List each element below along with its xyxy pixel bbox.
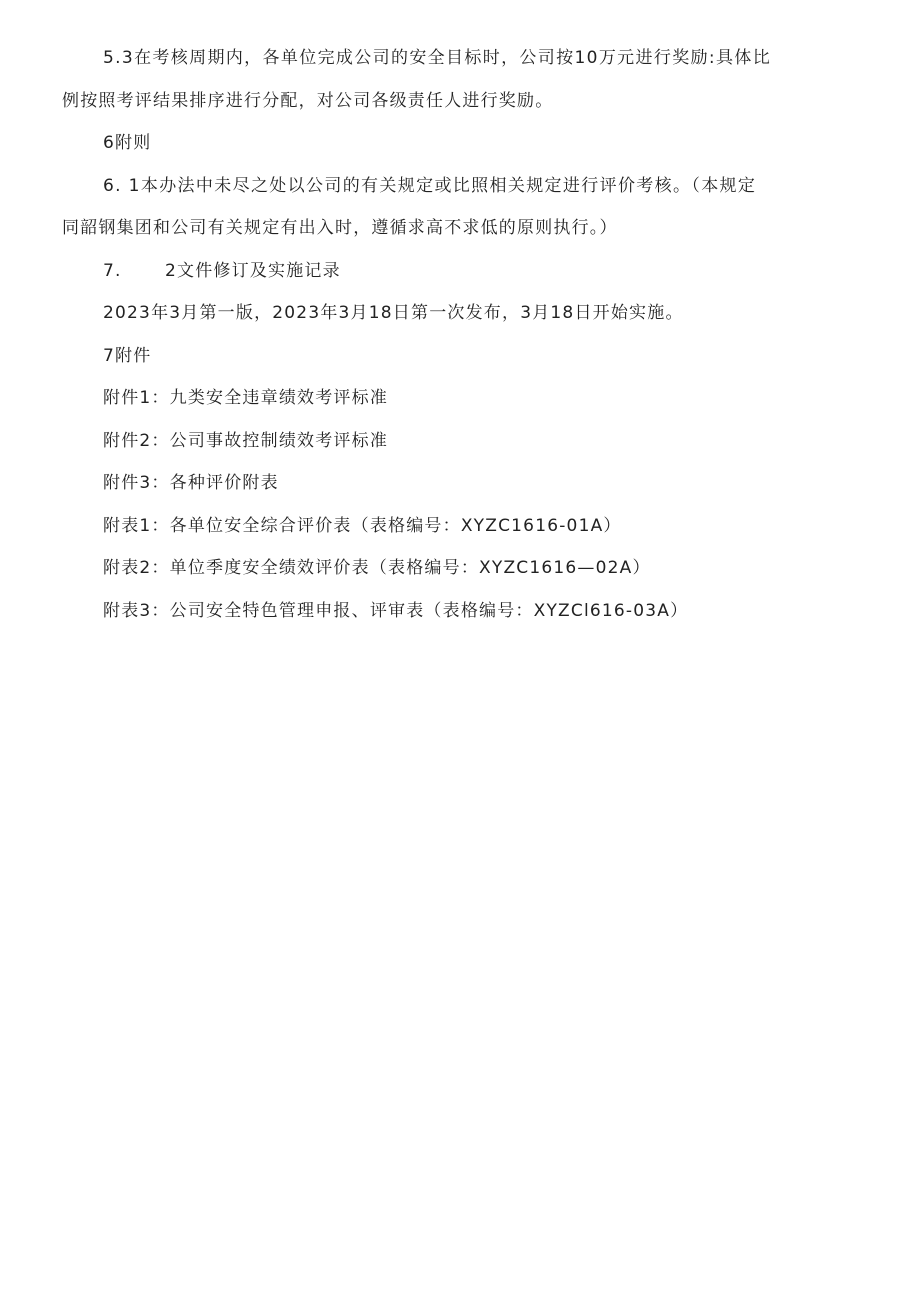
appendix-table-2: 附表2：单位季度安全绩效评价表（表格编号：XYZC1616—02A） [103, 558, 651, 578]
section-7-2-heading [103, 259, 341, 283]
paragraph-6-1-line-2: 同韶钢集团和公司有关规定有出入时，遵循求高不求低的原则执行。） [62, 218, 618, 238]
section-7-2-title: 2文件修订及实施记录 [165, 261, 341, 281]
attachment-2: 附件2：公司事故控制绩效考评标准 [103, 431, 389, 451]
paragraph-5-3-line-1: 5.3在考核周期内，各单位完成公司的安全目标时，公司按10万元进行奖励:具体比 [103, 48, 772, 68]
attachment-3: 附件3：各种评价附表 [103, 473, 279, 493]
appendix-table-1: 附表1：各单位安全综合评价表（表格编号：XYZC1616-01A） [103, 516, 622, 536]
attachment-1: 附件1：九类安全违章绩效考评标准 [103, 388, 389, 408]
section-6-heading: 6附则 [103, 133, 152, 153]
paragraph-5-3-line-2: 例按照考评结果排序进行分配，对公司各级责任人进行奖励。 [62, 91, 554, 111]
appendix-table-3: 附表3：公司安全特色管理申报、评审表（表格编号：XYZCl616-03A） [103, 601, 689, 621]
revision-record: 2023年3月第一版，2023年3月18日第一次发布，3月18日开始实施。 [103, 303, 684, 323]
appendix-heading: 7附件 [103, 346, 152, 366]
paragraph-6-1-line-1: 6. 1本办法中未尽之处以公司的有关规定或比照相关规定进行评价考核。（本规定 [103, 176, 757, 196]
section-7-number: 7. [103, 261, 122, 281]
